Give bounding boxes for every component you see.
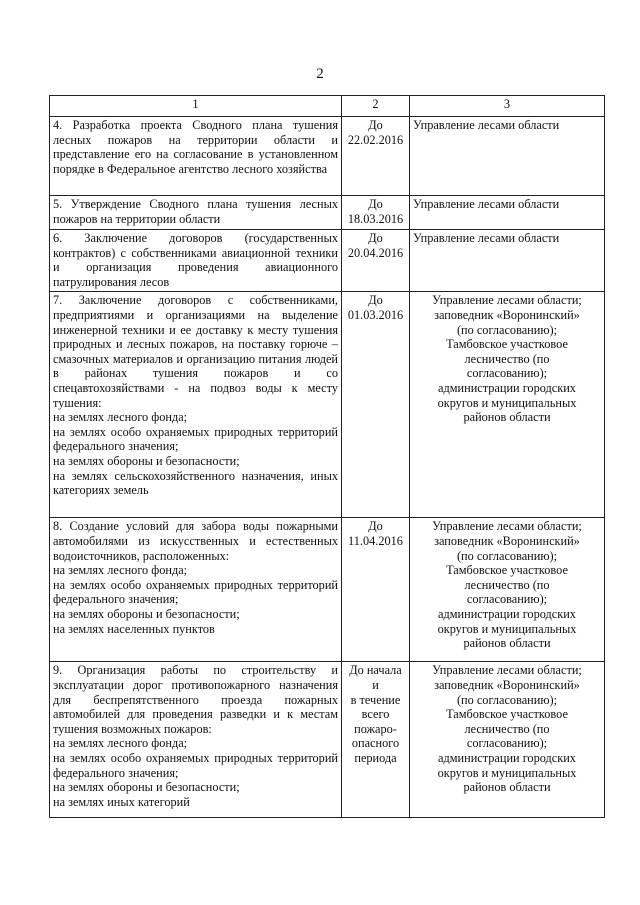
- responsible-line: администрации городских: [438, 606, 576, 621]
- responsible-cell: [410, 662, 605, 818]
- task-item: на землях населенных пунктов: [53, 621, 215, 636]
- task-text: 6. Заключение договоров (государственных контрактов) с собственниками авиационной техники и организация проведения авиационного патрулирования лесов: [53, 231, 338, 289]
- table-header-row: [50, 96, 605, 117]
- responsible-line: Управление лесами области: [413, 197, 560, 211]
- responsible-line: согласованию);: [466, 592, 548, 607]
- responsible-line: (по согласованию);: [456, 322, 558, 337]
- column-header: 2: [342, 96, 410, 117]
- task-cell: [50, 196, 342, 230]
- deadline-line: До: [368, 197, 383, 211]
- responsible-cell: [410, 230, 605, 292]
- deadline-cell: [342, 230, 410, 292]
- deadline-cell: [342, 117, 410, 196]
- deadline-line: До начала и: [349, 663, 402, 692]
- task-text: 8. Создание условий для забора воды пожарными автомобилями из искусственных и естественных водоисточников, расположенных:: [53, 519, 338, 563]
- deadline-line: 11.04.2016: [348, 533, 403, 548]
- measures-table: [49, 95, 605, 818]
- task-cell: [50, 518, 342, 662]
- table-row: [50, 117, 605, 196]
- responsible-line: лесничество (по: [464, 721, 550, 736]
- responsible-line: Тамбовское участковое: [446, 707, 568, 722]
- task-item: на землях особо охраняемых природных территорий федерального значения;: [53, 577, 338, 607]
- deadline-cell: [342, 662, 410, 818]
- deadline-line: в течение: [350, 692, 401, 707]
- deadline-line: До: [368, 231, 383, 245]
- deadline-line: 20.04.2016: [347, 245, 404, 260]
- deadline-cell: [342, 518, 410, 662]
- deadline-line: До: [368, 293, 383, 308]
- column-header: 3: [410, 96, 605, 117]
- task-cell: [50, 117, 342, 196]
- responsible-cell: [410, 196, 605, 230]
- task-item: на землях лесного фонда;: [53, 410, 188, 425]
- task-item: на землях особо охраняемых природных территорий федерального значения;: [53, 424, 338, 454]
- deadline-cell: [342, 292, 410, 518]
- deadline-cell: [342, 196, 410, 230]
- responsible-line: районов области: [463, 410, 551, 425]
- responsible-line: (по согласованию);: [456, 548, 558, 563]
- page-number: 2: [316, 66, 324, 82]
- responsible-line: округов и муниципальных: [437, 621, 577, 636]
- responsible-line: лесничество (по: [464, 577, 550, 592]
- responsible-line: (по согласованию);: [456, 692, 558, 707]
- table-row: [50, 292, 605, 518]
- responsible-line: Управление лесами области: [413, 231, 560, 245]
- task-cell: [50, 230, 342, 292]
- deadline-line: 22.02.2016: [347, 132, 404, 147]
- deadline-line: До: [368, 519, 383, 534]
- responsible-line: Тамбовское участковое: [446, 563, 568, 578]
- table-row: [50, 230, 605, 292]
- responsible-line: администрации городских: [438, 380, 576, 395]
- responsible-line: Управление лесами области;: [432, 519, 582, 534]
- table-row: [50, 518, 605, 662]
- deadline-line: пожаро-: [354, 721, 397, 736]
- table-row: [50, 662, 605, 818]
- task-cell: [50, 292, 342, 518]
- task-cell: [50, 662, 342, 818]
- responsible-line: округов и муниципальных: [437, 765, 577, 780]
- responsible-line: заповедник «Воронинский»: [434, 533, 580, 548]
- responsible-line: лесничество (по: [464, 351, 550, 366]
- responsible-line: Управление лесами области;: [432, 293, 582, 308]
- responsible-line: заповедник «Воронинский»: [434, 307, 580, 322]
- task-text: 5. Утверждение Сводного плана тушения лесных пожаров на территории области: [53, 197, 338, 226]
- responsible-line: Тамбовское участковое: [446, 337, 568, 352]
- deadline-line: 01.03.2016: [347, 307, 404, 322]
- table-row: [50, 196, 605, 230]
- task-text: 7. Заключение договоров с собственниками, предприятиями и организациями на выделение инженерной техники и ее доставку к месту тушения природных и лесных пожаров, на поставку горюче – смазочных материалов и организацию питания людей в районах тушения пожаров и со спецавтохозяйствами - на подвоз воды к месту тушения:: [53, 293, 338, 410]
- deadline-line: всего: [361, 707, 390, 722]
- task-item: на землях особо охраняемых природных территорий федерального значения;: [53, 750, 338, 780]
- responsible-line: администрации городских: [438, 750, 576, 765]
- responsible-cell: [410, 518, 605, 662]
- task-item: на землях обороны и безопасности;: [53, 780, 240, 795]
- task-item: на землях сельскохозяйственного назначения, иных категориях земель: [53, 468, 338, 498]
- task-text: 9. Организация работы по строительству и эксплуатации дорог противопожарного назначения для беспрепятственного проезда пожарных автомобилей для проведения разведки и к местам тушения возможных пожаров:: [53, 663, 338, 736]
- deadline-line: До: [368, 118, 383, 132]
- responsible-line: Управление лесами области;: [432, 663, 582, 678]
- responsible-line: округов и муниципальных: [437, 395, 577, 410]
- deadline-line: опасного: [351, 736, 400, 751]
- task-text: 4. Разработка проекта Сводного плана тушения лесных пожаров на территории области и представление его на согласование в установленном порядке в Федеральное агентство лесного хозяйства: [53, 118, 338, 176]
- column-header: 1: [50, 96, 342, 117]
- responsible-line: районов области: [463, 636, 551, 651]
- task-item: на землях лесного фонда;: [53, 563, 188, 578]
- task-item: на землях иных категорий: [53, 794, 190, 809]
- deadline-line: периода: [354, 750, 397, 765]
- deadline-line: 18.03.2016: [347, 211, 404, 226]
- responsible-line: Управление лесами области: [413, 118, 560, 132]
- responsible-cell: [410, 292, 605, 518]
- responsible-line: заповедник «Воронинский»: [434, 677, 580, 692]
- responsible-cell: [410, 117, 605, 196]
- task-item: на землях обороны и безопасности;: [53, 453, 240, 468]
- responsible-line: согласованию);: [466, 736, 548, 751]
- responsible-line: согласованию);: [466, 366, 548, 381]
- responsible-line: районов области: [463, 780, 551, 795]
- task-item: на землях обороны и безопасности;: [53, 606, 240, 621]
- task-item: на землях лесного фонда;: [53, 736, 188, 751]
